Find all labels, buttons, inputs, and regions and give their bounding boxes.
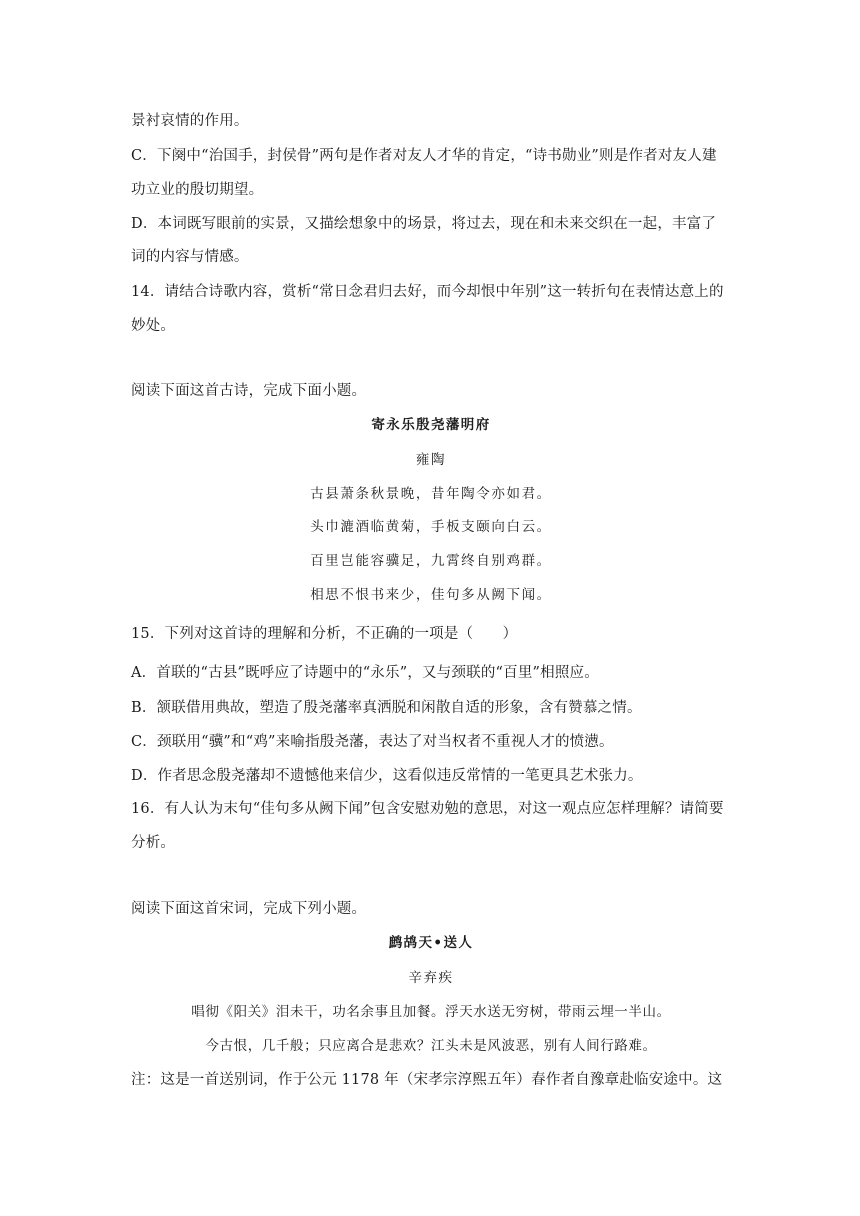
note-line: 注：这是一首送别词，作于公元 1178 年（宋孝宗淳熙五年）春作者自豫章赴临安途中。这 bbox=[131, 1072, 723, 1088]
poem-title: 寄永乐殷尧藩明府 bbox=[371, 417, 491, 433]
section-intro: 阅读下面这首古诗，完成下面小题。 bbox=[131, 383, 367, 399]
question-14: 14．请结合诗歌内容，赏析“常日念君归去好，而今却恨中年别”这一转折句在表情达意上的 bbox=[131, 284, 724, 300]
question-15: 15．下列对这首诗的理解和分析，不正确的一项是（ ） bbox=[131, 626, 518, 642]
option-d-line: D．本词既写眼前的实景，又描绘想象中的场景，将过去，现在和未来交织在一起，丰富了 bbox=[131, 216, 717, 232]
text-line: 妙处。 bbox=[131, 318, 176, 334]
section-intro: 阅读下面这首宋词，完成下列小题。 bbox=[131, 901, 367, 917]
poem-line: 相思不恨书来少，佳句多从阙下闻。 bbox=[310, 587, 552, 603]
text-line: 景衬哀情的作用。 bbox=[131, 113, 249, 129]
question-16: 16．有人认为末句“佳句多从阙下闻”包含安慰劝勉的意思，对这一观点应怎样理解？请简要 bbox=[131, 801, 724, 817]
option-c-line: C．下阕中“治国手，封侯骨”两句是作者对友人才华的肯定，“诗书勋业”则是作者对友人建 bbox=[131, 148, 717, 164]
poem-line: 古县萧条秋景晚，昔年陶令亦如君。 bbox=[310, 486, 552, 502]
poem-line: 头巾漉酒临黄菊，手板支颐向白云。 bbox=[310, 519, 552, 535]
text-line: 分析。 bbox=[131, 835, 176, 851]
poem-line: 今古恨，几千般；只应离合是悲欢？江头未是风波恶，别有人间行路难。 bbox=[205, 1038, 657, 1054]
poem-title: 鹧鸪天•送人 bbox=[388, 935, 474, 951]
option-c: C．颈联用“骥”和“鸡”来喻指殷尧藩，表达了对当权者不重视人才的愤懑。 bbox=[131, 734, 614, 750]
poem-line: 百里岂能容骥足，九霄终自别鸡群。 bbox=[310, 553, 552, 569]
option-b: B．颔联借用典故，塑造了殷尧藩率真洒脱和闲散自适的形象，含有赞慕之情。 bbox=[131, 700, 642, 716]
option-d: D．作者思念殷尧藩却不遗憾他来信少，这看似违反常情的一笔更具艺术张力。 bbox=[131, 768, 643, 784]
option-a: A．首联的“古县”既呼应了诗题中的“永乐”，又与颈联的“百里”相照应。 bbox=[131, 665, 599, 681]
poem-author: 雍陶 bbox=[415, 452, 447, 468]
poem-line: 唱彻《阳关》泪未干，功名余事且加餐。浮天水送无穷树，带雨云埋一半山。 bbox=[191, 1004, 671, 1020]
poem-author: 辛弃疾 bbox=[408, 970, 454, 986]
text-line: 词的内容与情感。 bbox=[131, 249, 249, 265]
text-line: 功立业的殷切期望。 bbox=[131, 182, 264, 198]
